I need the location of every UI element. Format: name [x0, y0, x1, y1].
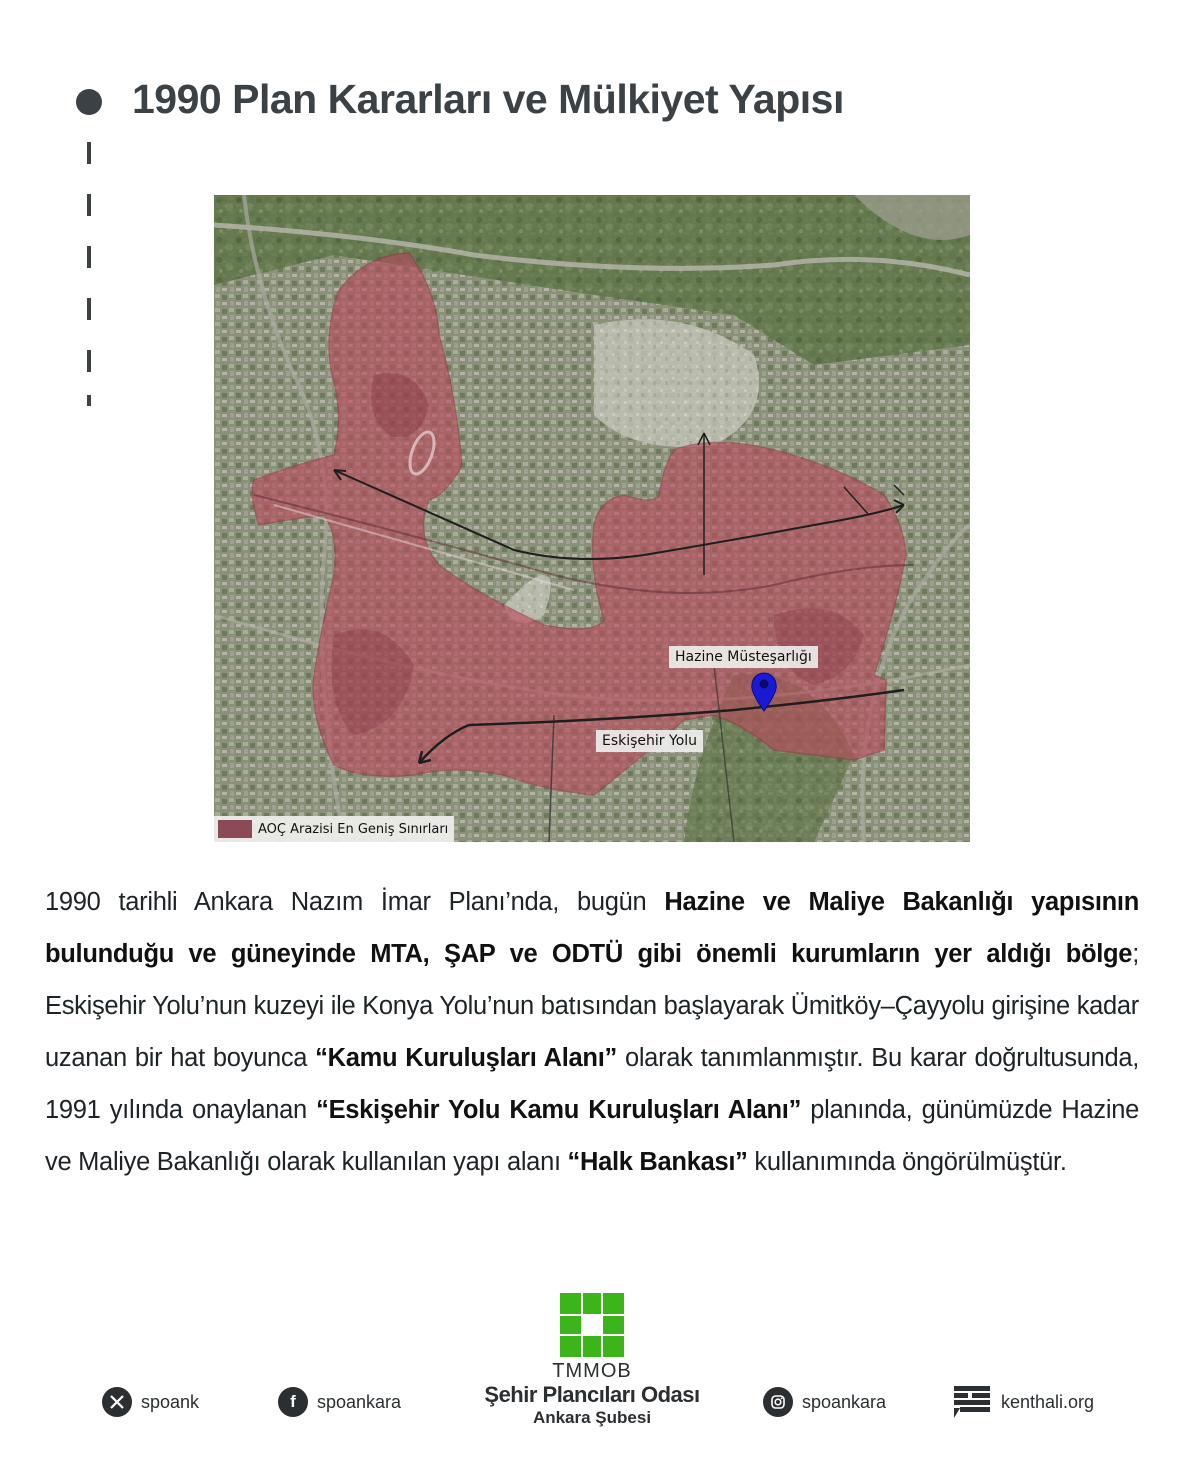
timeline-dash [87, 194, 91, 216]
map-legend [214, 816, 454, 842]
timeline-dash [87, 246, 91, 268]
kenthali-logo-icon [954, 1384, 992, 1420]
title-bullet [76, 89, 102, 115]
page-title: 1990 Plan Kararları ve Mülkiyet Yapısı [132, 76, 844, 122]
body-text: 1990 tarihli Ankara Nazım İmar Planı’nda, bugün [45, 888, 665, 916]
map-canvas [214, 195, 970, 842]
hazine-label: Hazine Müsteşarlığı [669, 646, 818, 668]
body-paragraph [45, 876, 1139, 1188]
satellite-map [214, 195, 970, 842]
logo-name: Şehir Plancıları Odası [484, 1382, 700, 1407]
legend-swatch [218, 820, 252, 838]
body-text: olarak tanımlanmıştır. Bu karar doğrultusunda, 1991 yılında onaylanan [45, 1044, 1140, 1124]
timeline-dash [87, 142, 91, 164]
body-text: planında, günümüzde Hazine ve Maliye Bakanlığı olarak kullanılan yapı alanı [45, 1096, 1139, 1176]
eskisehir-label: Eskişehir Yolu [596, 730, 703, 752]
instagram-icon [763, 1387, 793, 1417]
logo-org: TMMOB [552, 1360, 632, 1382]
body-emphasis: “Halk Bankası” [567, 1148, 748, 1176]
facebook-handle: spoankara [317, 1391, 402, 1412]
logo-branch: Ankara Şubesi [532, 1408, 652, 1427]
body-emphasis: Hazine ve Maliye Bakanlığı yapısının bulunduğu ve güneyinde MTA, ŞAP ve ODTÜ gibi önemli kurumların yer aldığı bölge [45, 888, 1139, 968]
timeline-dash [87, 298, 91, 320]
timeline-dash [87, 395, 91, 406]
website-link[interactable] [954, 1385, 1094, 1419]
x-icon [102, 1387, 132, 1417]
instagram-social-link[interactable] [763, 1385, 886, 1419]
legend-label: AOÇ Arazisi En Geniş Sınırları [258, 821, 449, 837]
body-text: kullanımında öngörülmüştür. [747, 1148, 1067, 1176]
body-emphasis: “Eskişehir Yolu Kamu Kuruluşları Alanı” [316, 1096, 802, 1124]
x-social-link[interactable] [102, 1385, 199, 1419]
timeline-dash [87, 350, 91, 372]
spo-logo [476, 1293, 708, 1428]
body-emphasis: “Kamu Kuruluşları Alanı” [315, 1044, 617, 1072]
body-text: ; Eskişehir Yolu’nun kuzeyi ile Konya Yolu’nun batısından başlayarak Ümitköy–Çayyolu girişine kadar uzanan bir hat boyunca [45, 940, 1139, 1072]
x-handle: spoank [141, 1391, 200, 1412]
facebook-social-link[interactable] [278, 1385, 401, 1419]
spo-logo-mark [560, 1293, 624, 1357]
instagram-handle: spoankara [802, 1391, 887, 1412]
website-url: kenthali.org [1001, 1391, 1095, 1412]
facebook-icon: f [278, 1387, 308, 1417]
